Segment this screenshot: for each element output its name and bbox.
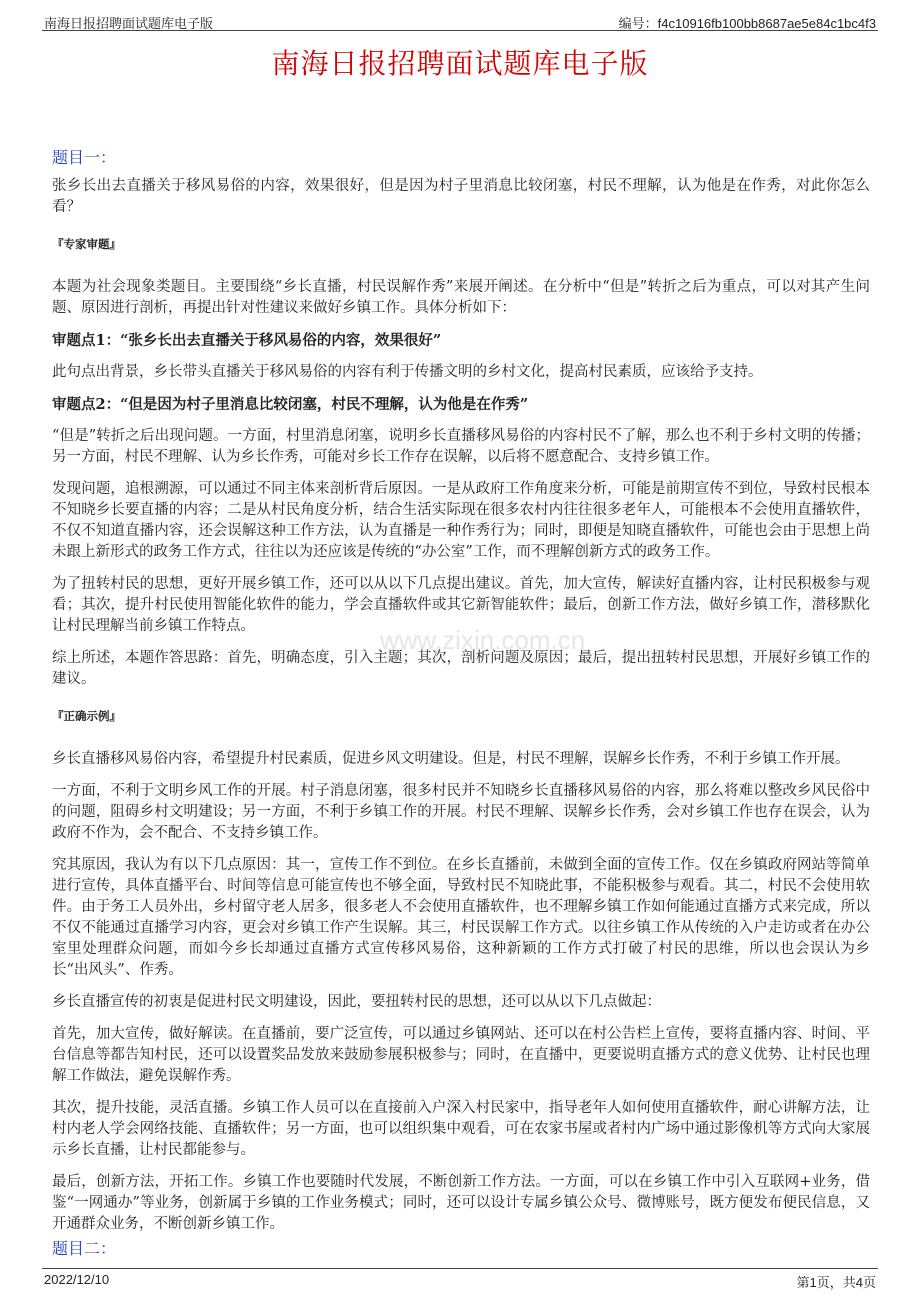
correct-example-tag: 『正确示例』 [52,709,121,723]
paragraph: 究其原因，我认为有以下几点原因：其一，宣传工作不到位。在乡长直播前，未做到全面的宣传工作。仅在乡镇政府网站等简单进行宣传，具体直播平台、时间等信息可能宣传也不够全面，导致村民不知晓此事，不能积极参与观看。其二，村民不会使用软件。由于务工人员外出，乡村留守老人居多，很多老人不会使用直播软件，也不理解乡镇工作如何能通过直播方式来完成，所以不仅不能通过直播学习内容，更会对乡镇工作产生误解。其三，村民误解工作方式。以往乡镇工作从传统的入户走访或者在办公室里处理群众问题，而如今乡长却通过直播方式宣传移风易俗，这种新颖的工作方式打破了村民的思维，所以也会误认为乡长“出风头”、作秀。 [52,857,870,978]
header-doc-id: 编号：f4c10916fb100bb8687ae5e84c1bc4f3 [618,16,876,31]
paragraph: 乡长直播移风易俗内容，希望提升村民素质，促进乡风文明建设。但是，村民不理解，误解乡长作秀，不利于乡镇工作开展。 [52,751,850,767]
question-text: 张乡长出去直播关于移风易俗的内容，效果很好，但是因为村子里消息比较闭塞，村民不理解，认为他是在作秀，对此你怎么看？ [52,178,870,215]
paragraph: 此句点出背景，乡长带头直播关于移风易俗的内容有利于传播文明的乡村文化，提高村民素质，应该给予支持。 [52,364,763,380]
review-point-1: 审题点1：“张乡长出去直播关于移风易俗的内容，效果很好” [52,332,442,349]
expert-review-tag: 『专家审题』 [52,237,121,251]
document-title: 南海日报招聘面试题库电子版 [271,47,649,80]
question-2-heading: 题目二： [52,1239,117,1258]
paragraph: 为了扭转村民的思想，更好开展乡镇工作，还可以从以下几点提出建议。首先，加大宣传，解读好直播内容，让村民积极参与观看；其次，提升村民使用智能化软件的能力，学会直播软件或其它新智能软件；最后，创新工作方法，做好乡镇工作，潜移默化让村民理解当前乡镇工作特点。 [52,576,870,634]
paragraph: 本题为社会现象类题目。主要围绕“乡长直播，村民误解作秀”来展开阐述。在分析中“但是”转折之后为重点，可以对其产生问题、原因进行剖析，再提出针对性建议来做好乡镇工作。具体分析如下： [52,279,870,316]
paragraph: 最后，创新方法，开拓工作。乡镇工作也要随时代发展，不断创新工作方法。一方面，可以在乡镇工作中引入互联网+业务，借鉴“一网通办”等业务，创新属于乡镇的工作业务模式；同时，还可以设计专属乡镇公众号、微博账号，既方便发布便民信息，又开通群众业务，不断创新乡镇工作。 [52,1174,870,1232]
paragraph: 乡长直播宣传的初衷是促进村民文明建设，因此，要扭转村民的思想，还可以从以下几点做起： [52,994,661,1010]
paragraph: 发现问题，追根溯源，可以通过不同主体来剖析背后原因。一是从政府工作角度来分析，可能是前期宣传不到位，导致村民根本不知晓乡长要直播的内容；二是从村民角度分析，结合生活实际现在很多农村内往往很多老年人，可能根本不会使用直播软件，不仅不知道直播内容，还会误解这种工作方法，认为直播是一种作秀行为；同时，即便是知晓直播软件，可能也会由于思想上尚未跟上新形式的政务工作方式，往往以为还应该是传统的“办公室”工作，而不理解创新方式的政务工作。 [52,481,870,560]
page-number: 第1页，共4页 [796,1275,876,1290]
footer-date: 2022/12/10 [44,1272,110,1287]
paragraph: 其次，提升技能，灵活直播。乡镇工作人员可以在直接前入户深入村民家中，指导老年人如何使用直播软件，耐心讲解方法，让村内老人学会网络技能、直播软件；另一方面，也可以组织集中观看，可在农家书屋或者村内广场中通过影像机等方式向大家展示乡长直播，让村民都能参与。 [52,1100,870,1158]
paragraph: 一方面，不利于文明乡风工作的开展。村子消息闭塞，很多村民并不知晓乡长直播移风易俗的内容，那么将难以整改乡风民俗中的问题，阻碍乡村文明建设；另一方面，不利于乡镇工作的开展。村民不理解、误解乡长作秀，会对乡镇工作也存在误会，认为政府不作为，会不配合、不支持乡镇工作。 [52,783,870,841]
header-doc-name: 南海日报招聘面试题库电子版 [44,16,214,31]
watermark: www.zixin.com.cn [380,625,586,655]
document-body [52,176,870,1246]
paragraph: 首先，加大宣传，做好解读。在直播前，要广泛宣传，可以通过乡镇网站、还可以在村公告栏上宣传，要将直播内容、时间、平台信息等都告知村民，还可以设置奖品发放来鼓励参展积极参与；同时，在直播中，更要说明直播方式的意义优势、让村民也理解工作做法，避免误解作秀。 [52,1026,870,1084]
review-point-2: 审题点2：“但是因为村子里消息比较闭塞，村民不理解，认为他是在作秀” [52,396,529,413]
paragraph: “但是”转折之后出现问题。一方面，村里消息闭塞，说明乡长直播移风易俗的内容村民不了解，那么也不利于乡村文明的传播；另一方面，村民不理解、认为乡长作秀，可能对乡长工作存在误解，以后将不愿意配合、支持乡镇工作。 [52,428,870,465]
paragraph: 综上所述，本题作答思路：首先，明确态度，引入主题；其次，剖析问题及原因；最后，提出扭转村民思想，开展好乡镇工作的建议。 [52,650,870,687]
question-1-heading: 题目一： [52,148,117,167]
page-footer [42,1268,878,1291]
page-header [42,10,878,31]
